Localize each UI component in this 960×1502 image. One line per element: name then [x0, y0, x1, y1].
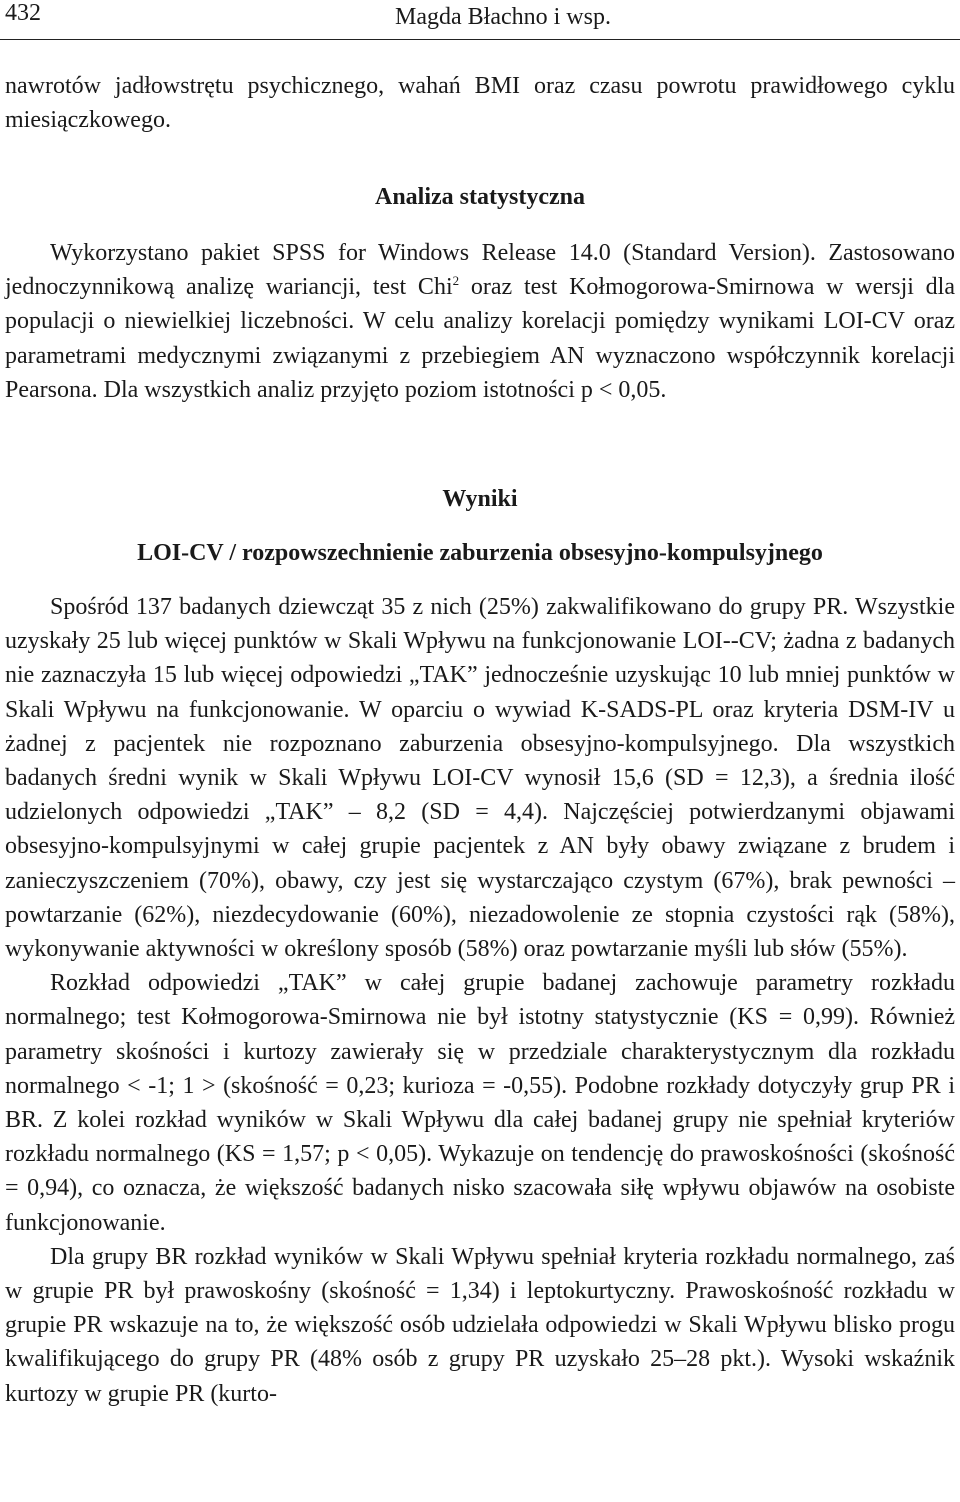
running-header	[5, 0, 960, 40]
statistics-block	[5, 236, 955, 407]
section-heading-statistics: Analiza statystyczna	[375, 184, 585, 210]
section-heading-results: Wyniki	[442, 486, 518, 512]
chi-superscript: 2	[452, 273, 460, 289]
intro-continuation-paragraph: nawrotów jadłowstrętu psychicznego, wahań BMI oraz czasu powrotu prawidłowego cyklu miesiączkowego.	[5, 73, 955, 134]
page-number: 432	[5, 0, 41, 26]
statistics-text-end: oraz test Kołmogorowa-Smirnowa w wersji dla populacji o niewielkiej liczebności. W celu analizy korelacji pomiędzy wynikami LOI-CV oraz parametrami medycznymi związanymi z przebiegiem AN wyznaczono współczynnik korelacji Pearsona. Dla wszystkich analiz przyjęto poziom istotności p < 0,05.	[5, 274, 956, 403]
results-block	[5, 590, 955, 1411]
results-paragraph-2: Rozkład odpowiedzi „TAK” w całej grupie badanej zachowuje parametry rozkładu normalnego; test Kołmogorowa-Smirnowa nie był istotny statystycznie (KS = 0,99). Również parametry skośności i kurtozy zawierały się w przedziale charakterystycznym dla rozkładu normalnego < -1; 1 > (skośność = 0,23; kurioza = -0,55). Podobne rozkłady dotyczyły grup PR i BR. Z kolei rozkład wyników w Skali Wpływu dla całej badanej grupy nie spełniał kryteriów rozkładu normalnego (KS = 1,57; p < 0,05). Wykazuje on tendencję do prawoskośności (skośność = 0,94), co oznacza, że większość badanych nisko szacowała siłę wpływu objawów na osobiste funkcjonowanie.	[5, 970, 955, 1236]
results-paragraph-3: Dla grupy BR rozkład wyników w Skali Wpływu spełniał kryteria rozkładu normalnego, zaś w grupie PR był prawoskośny (skośność = 1,34) i leptokurtyczny. Prawoskośność rozkładu w grupie PR wskazuje na to, że większość osób udzielała odpowiedzi w Skali Wpływu blisko progu kwalifikującego do grupy PR (48% osób z grupy PR uzyskało 25–28 pkt.). Wysoki wskaźnik kurtozy w grupie PR (kurto-	[5, 1243, 955, 1407]
running-title: Magda Błachno i wsp.	[395, 4, 611, 30]
subsection-heading-loi-cv: LOI-CV / rozpowszechnienie zaburzenia obsesyjno-kompulsyjnego	[137, 540, 823, 566]
statistics-paragraph	[5, 236, 955, 407]
results-paragraph-1: Spośród 137 badanych dziewcząt 35 z nich (25%) zakwalifikowano do grupy PR. Wszystkie uzyskały 25 lub więcej punktów w Skali Wpływu na funkcjonowanie LOI--CV; żadna z badanych nie zaznaczyła 15 lub więcej odpowiedzi „TAK” jednocześnie uzyskując 10 lub mniej punktów w Skali Wpływu na funkcjonowanie. W oparciu o wywiad K-SADS-PL oraz kryteria DSM-IV u żadnej z pacjentek nie rozpoznano zaburzenia obsesyjno-kompulsyjnego. Dla wszystkich badanych średni wynik w Skali Wpływu LOI-CV wynosił 15,6 (SD = 12,3), a średnia ilość udzielonych odpowiedzi „TAK” – 8,2 (SD = 4,4). Najczęściej potwierdzanymi objawami obsesyjno-kompulsyjnymi w całej grupie pacjentek z AN były obawy związane z brudem i zanieczyszczeniem (70%), obawy, czy jest się wystarczająco czystym (67%), brak pewności – powtarzanie (62%), niezdecydowanie (60%), niezadowolenie ze stopnia czystości rąk (58%), wykonywanie aktywności w określony sposób (58%) oraz powtarzanie myśli lub słów (55%).	[5, 594, 955, 963]
header-rule	[0, 39, 960, 40]
statistics-text-start: Wykorzystano pakiet SPSS for Windows Release 14.0 (Standard Version). Zastosowano jednoczynnikową analizę wariancji, test Chi	[5, 240, 955, 301]
intro-continuation-block	[5, 69, 955, 137]
